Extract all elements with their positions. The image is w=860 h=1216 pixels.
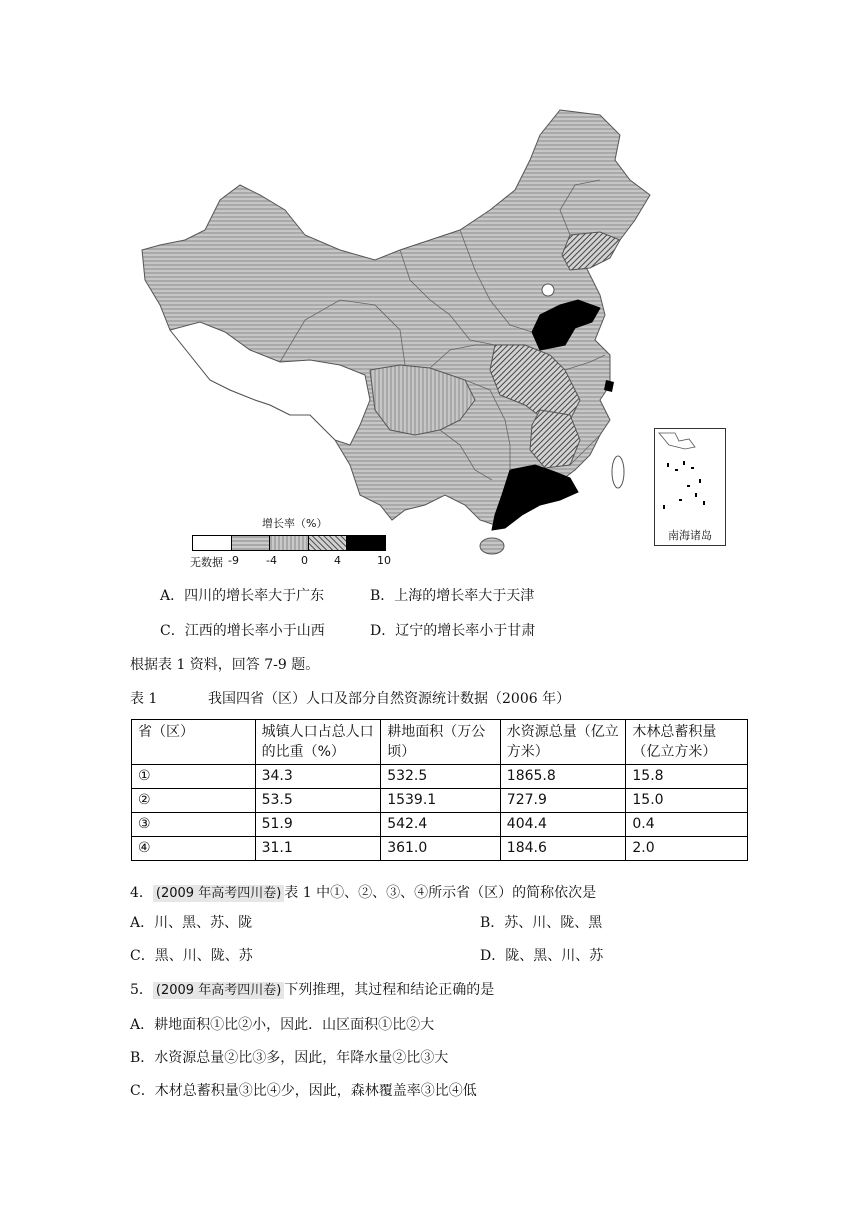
legend-swatch-3 bbox=[309, 536, 348, 550]
q3-option-a: A．四川的增长率大于广东 bbox=[160, 588, 325, 604]
q5-option-b: B．水资源总量②比③多，因此，年降水量②比③大 bbox=[130, 1050, 449, 1066]
table-cell: 31.1 bbox=[255, 837, 381, 861]
q5-source-tag: (2009 年高考四川卷) bbox=[153, 982, 284, 999]
legend-label: 0 bbox=[301, 554, 308, 567]
table-cell: 51.9 bbox=[255, 813, 381, 837]
table-caption-title: 我国四省（区）人口及部分自然资源统计数据（2006 年） bbox=[208, 691, 571, 707]
table-cell: ① bbox=[132, 765, 256, 789]
table-cell: ② bbox=[132, 789, 256, 813]
q4-option-d: D．陇、黑、川、苏 bbox=[480, 948, 604, 964]
table-header: 城镇人口占总人口的比重（%） bbox=[255, 720, 381, 765]
table-header: 省（区） bbox=[132, 720, 256, 765]
table-cell: 1539.1 bbox=[381, 789, 501, 813]
legend-swatch-nodata bbox=[193, 536, 232, 550]
q5-number: 5． bbox=[130, 982, 153, 998]
q5-stem-text: 下列推理，其过程和结论正确的是 bbox=[284, 982, 495, 998]
table-cell: 15.0 bbox=[626, 789, 748, 813]
table-cell: 542.4 bbox=[381, 813, 501, 837]
table-cell: 34.3 bbox=[255, 765, 381, 789]
table-header: 耕地面积（万公顷） bbox=[381, 720, 501, 765]
q4-number: 4． bbox=[130, 885, 153, 901]
table-caption-label: 表 1 bbox=[130, 691, 158, 707]
q4-option-b: B．苏、川、陇、黑 bbox=[480, 915, 603, 931]
q3-option-b: B．上海的增长率大于天津 bbox=[370, 588, 535, 604]
taiwan-island bbox=[612, 456, 624, 488]
q4-stem bbox=[130, 882, 596, 902]
table-row bbox=[132, 813, 748, 837]
legend-swatch-4 bbox=[347, 536, 385, 550]
table-cell: 532.5 bbox=[381, 765, 501, 789]
table-cell: 727.9 bbox=[500, 789, 626, 813]
q5-option-a: A．耕地面积①比②小，因此．山区面积①比②大 bbox=[130, 1017, 435, 1033]
table-cell: ④ bbox=[132, 837, 256, 861]
table-cell: 404.4 bbox=[500, 813, 626, 837]
table-cell: 0.4 bbox=[626, 813, 748, 837]
table-cell: 2.0 bbox=[626, 837, 748, 861]
table-row bbox=[132, 837, 748, 861]
table-header: 水资源总量（亿立方米） bbox=[500, 720, 626, 765]
q3-option-c: C．江西的增长率小于山西 bbox=[160, 623, 325, 639]
legend-label: 4 bbox=[334, 554, 341, 567]
q3-option-d: D．辽宁的增长率小于甘肃 bbox=[370, 623, 536, 639]
legend-label: -4 bbox=[266, 554, 277, 567]
legend-swatch-1 bbox=[232, 536, 271, 550]
legend-label: -9 bbox=[228, 554, 239, 567]
q5-option-c: C．木材总蓄积量③比④少，因此，森林覆盖率③比④低 bbox=[130, 1083, 477, 1099]
q5-stem bbox=[130, 979, 494, 999]
q4-source-tag: (2009 年高考四川卷) bbox=[153, 885, 284, 902]
table-cell: 53.5 bbox=[255, 789, 381, 813]
table-cell: ③ bbox=[132, 813, 256, 837]
region-liaoning bbox=[562, 232, 620, 270]
legend-swatch-2 bbox=[270, 536, 309, 550]
table-cell: 15.8 bbox=[626, 765, 748, 789]
legend-bar bbox=[192, 535, 386, 551]
legend-title: 增长率（%） bbox=[262, 517, 328, 530]
table-header-row bbox=[132, 720, 748, 765]
legend-label: 10 bbox=[377, 554, 391, 567]
q4-stem-text: 表 1 中①、②、③、④所示省（区）的简称依次是 bbox=[284, 885, 597, 901]
table-row bbox=[132, 765, 748, 789]
table-cell: 361.0 bbox=[381, 837, 501, 861]
q4-option-a: A．川、黑、苏、陇 bbox=[130, 915, 253, 931]
hainan-island bbox=[480, 538, 504, 554]
legend-label: 无数据 bbox=[190, 556, 223, 569]
inset-label: 南海诸岛 bbox=[668, 529, 712, 542]
q4-option-c: C．黑、川、陇、苏 bbox=[130, 948, 253, 964]
table-cell: 184.6 bbox=[500, 837, 626, 861]
stats-table bbox=[131, 719, 748, 861]
table-cell: 1865.8 bbox=[500, 765, 626, 789]
table-header: 木林总蓄积量（亿立方米） bbox=[626, 720, 748, 765]
intro-text: 根据表 1 资料，回答 7-9 题。 bbox=[130, 657, 320, 673]
south-china-sea-inset bbox=[654, 428, 726, 546]
inset-islands bbox=[655, 429, 725, 525]
beijing-marker bbox=[542, 284, 554, 296]
table-row bbox=[132, 789, 748, 813]
